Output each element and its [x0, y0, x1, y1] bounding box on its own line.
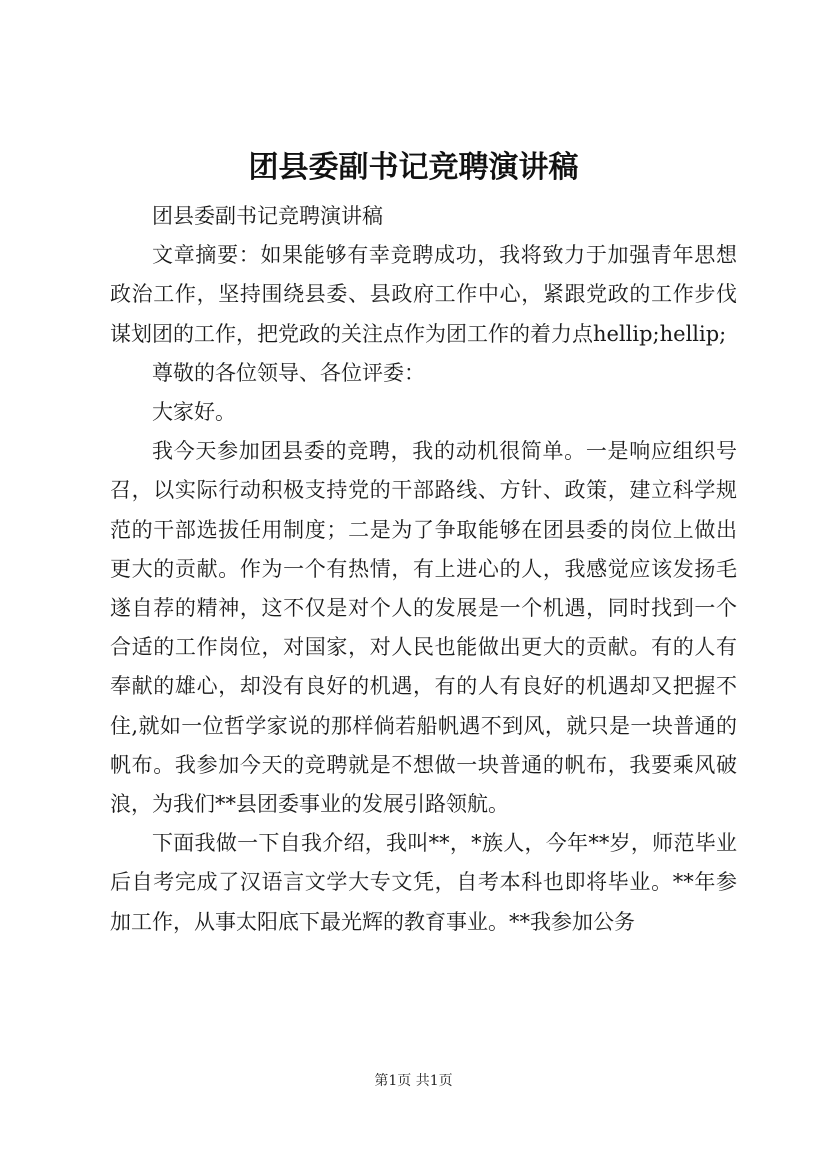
page-footer: 第1页 共1页: [374, 1073, 453, 1089]
paragraph-self-introduction: 下面我做一下自我介绍，我叫**，*族人，今年**岁，师范毕业后自考完成了汉语言文学大专文凭，自考本科也即将毕业。**年参加工作，从事太阳底下最光辉的教育事业。**我参加公务: [110, 831, 737, 934]
document-body: [110, 197, 737, 942]
paragraph-subtitle: 团县委副书记竞聘演讲稿: [152, 204, 383, 228]
paragraph-abstract: 文章摘要：如果能够有幸竞聘成功，我将致力于加强青年思想政治工作，坚持围绕县委、县政府工作中心，紧跟党政的工作步伐谋划团的工作，把党政的关注点作为团工作的着力点hellip;hellip;: [110, 243, 737, 346]
paragraph-greeting: 大家好。: [152, 400, 236, 425]
paragraph-motivation: 我今天参加团县委的竞聘，我的动机很简单。一是响应组织号召，以实际行动积极支持党的干部路线、方针、政策，建立科学规范的干部选拔任用制度；二是为了争取能够在团县委的岗位上做出更大的贡献。作为一个有热情，有上进心的人，我感觉应该发扬毛遂自荐的精神，这不仅是对个人的发展是一个机遇，同时找到一个合适的工作岗位，对国家，对人民也能做出更大的贡献。有的人有奉献的雄心，却没有良好的机遇，有的人有良好的机遇却又把握不住,就如一位哲学家说的那样倘若船帆遇不到风，就只是一块普通的帆布。我参加今天的竞聘就是不想做一块普通的帆布，我要乘风破浪，为我们**县团委事业的发展引路领航。: [110, 439, 737, 817]
document-title: 团县委副书记竞聘演讲稿: [248, 150, 579, 185]
paragraph-salutation: 尊敬的各位领导、各位评委：: [152, 360, 425, 385]
